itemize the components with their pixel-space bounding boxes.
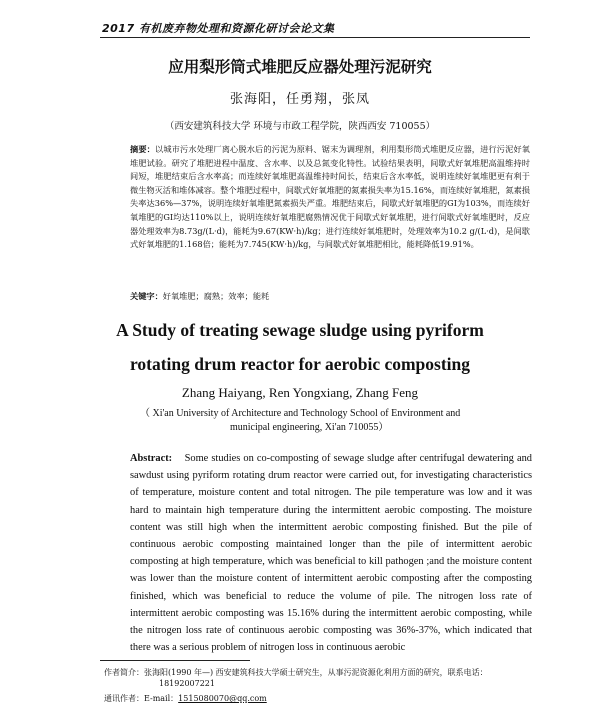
corresponding-label: 通讯作者：E-mail： (104, 694, 179, 703)
english-affiliation-line2: municipal engineering, Xi'an 710055） (230, 422, 389, 433)
english-affiliation-line1: （ Xi'an University of Architecture and Technology School of Environment and (140, 408, 461, 419)
english-abstract (130, 450, 532, 656)
header-rule (100, 37, 530, 38)
chinese-abstract (130, 143, 530, 252)
english-title-line2: rotating drum reactor for aerobic composting (129, 354, 471, 374)
chinese-keywords-text: 好氧堆肥；腐熟；效率；能耗 (162, 291, 270, 301)
chinese-abstract-label: 摘要： (130, 144, 156, 154)
chinese-title: 应用梨形筒式堆肥反应器处理污泥研究 (168, 58, 432, 76)
footnote-rule (100, 660, 250, 661)
english-authors: Zhang Haiyang, Ren Yongxiang, Zhang Feng (181, 385, 419, 400)
chinese-abstract-text: 以城市污水处理厂离心脱水后的污泥为原料、锯末为调理剂，利用梨形筒式堆肥反应器，进行污泥好氧堆肥试验。研究了堆肥进程中温度、含水率、以及总氮变化特性。试验结果表明，间歇式好氧堆肥高温维持时间短，堆肥结束后含水率高；而连续好氧堆肥高温维持时间长，结束后含水率低，说明连续好氧堆肥更有利于微生物灭活和堆体减容。整个堆肥过程中，间歇式好氧堆肥的氮素损失率为15.16%，而连续好氧堆肥，氮素损失率达36%—37%，说明连续好氧堆肥氮素损失严重。堆肥结束后，间歇式好氧堆肥的GI为103%，而连续好氧堆肥的GI均达110%以上，说明连续好氧堆肥腐熟情况优于间歇式好氧堆肥，进行间歇式好氧堆肥时，反应器处理效率为8.73g/(L·d)，能耗为9.67(KW·h)/kg；进行连续好氧堆肥时，处理效率为10.2 g/(L·d)，是间歇式好氧堆肥的1.168倍；能耗为7.745(KW·h)/kg，与间歇式好氧堆肥相比，能耗降低19.91%。 (130, 144, 530, 250)
chinese-keywords-label: 关键字： (130, 291, 163, 301)
author-bio-text: 作者简介：张海阳(1990 年—) 西安建筑科技大学硕士研究生，从事污泥资源化利用方面的研究，联系电话： (104, 668, 488, 677)
english-abstract-text: Some studies on co-composting of sewage sludge after centrifugal dewatering and sawdust using pyriform rotating drum reactor were carried out, for investigating characteristics of temperature, moisture content and total nitrogen. The pile temperature was low and it was hard to maintain high temperature during the intermittent aerobic composting. The moisture content was still high when the intermittent aerobic composting finished. But the pile of continuous aerobic composting maintained longer than the pile of intermittent aerobic composting at high temperature, which was beneficial to kill pathogen ;and the moisture content was lower than the moisture content of intermittent aerobic composting after the composting finished, which was beneficial to reduce the volume of pile. The nitrogen loss rate of intermittent aerobic composting was 15.16% during the intermittent aerobic composting, while the nitrogen loss rate of continuous aerobic composting was 36%-37%, which indicated that there was a serious problem of nitrogen loss in continuous aerobic (130, 453, 532, 654)
author-bio-footnote (104, 667, 534, 689)
english-abstract-label: Abstract: (130, 453, 173, 464)
chinese-keywords (130, 291, 530, 302)
corresponding-email-link[interactable]: 1515080070@qq.com (178, 694, 267, 703)
english-affiliation (140, 407, 520, 435)
corresponding-author-footnote (104, 693, 267, 704)
english-title-line1: A Study of treating sewage sludge using pyriform (116, 320, 484, 340)
chinese-affiliation: （西安建筑科技大学 环境与市政工程学院，陕西西安 710055） (164, 121, 436, 132)
running-header: 2017 有机废弃物处理和资源化研讨会论文集 (102, 22, 335, 35)
author-phone: 18192007221 (159, 679, 215, 688)
chinese-authors: 张海阳，任勇翔，张凤 (229, 92, 370, 107)
